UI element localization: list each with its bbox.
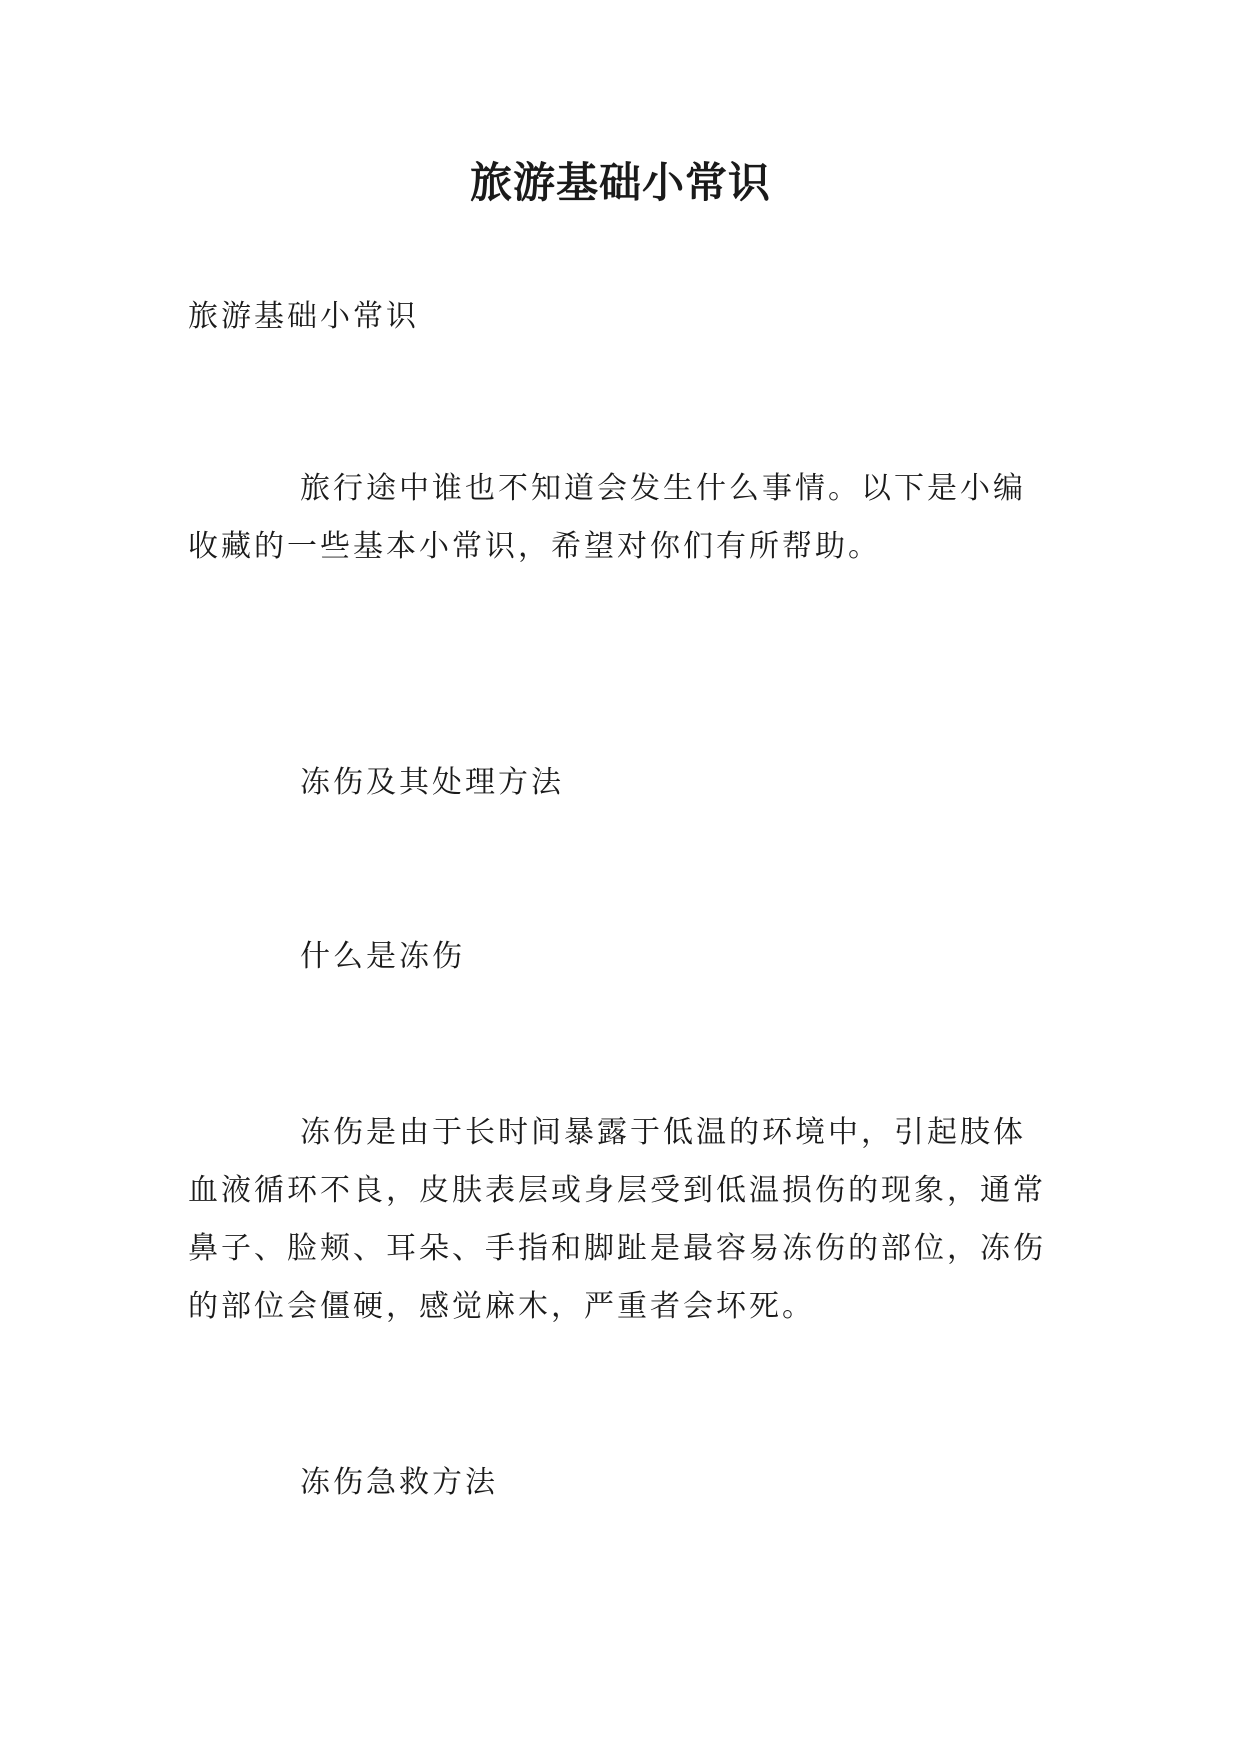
- document-subtitle: 旅游基础小常识: [188, 299, 419, 334]
- definition-paragraph: 冻伤是由于长时间暴露于低温的环境中，引起肢体血液循环不良，皮肤表层或身层受到低温损伤的现象，通常鼻子、脸颊、耳朵、手指和脚趾是最容易冻伤的部位，冻伤的部位会僵硬，感觉麻木，严重者会坏死。: [188, 1115, 1046, 1324]
- intro-paragraph: 旅行途中谁也不知道会发生什么事情。以下是小编收藏的一些基本小常识，希望对你们有所帮助。: [188, 471, 1026, 564]
- question-heading-what-is-frostbite: 什么是冻伤: [300, 939, 465, 974]
- section-heading-first-aid: 冻伤急救方法: [300, 1465, 498, 1500]
- document-title: 旅游基础小常识: [469, 158, 771, 207]
- section-heading-frostbite: 冻伤及其处理方法: [300, 765, 564, 800]
